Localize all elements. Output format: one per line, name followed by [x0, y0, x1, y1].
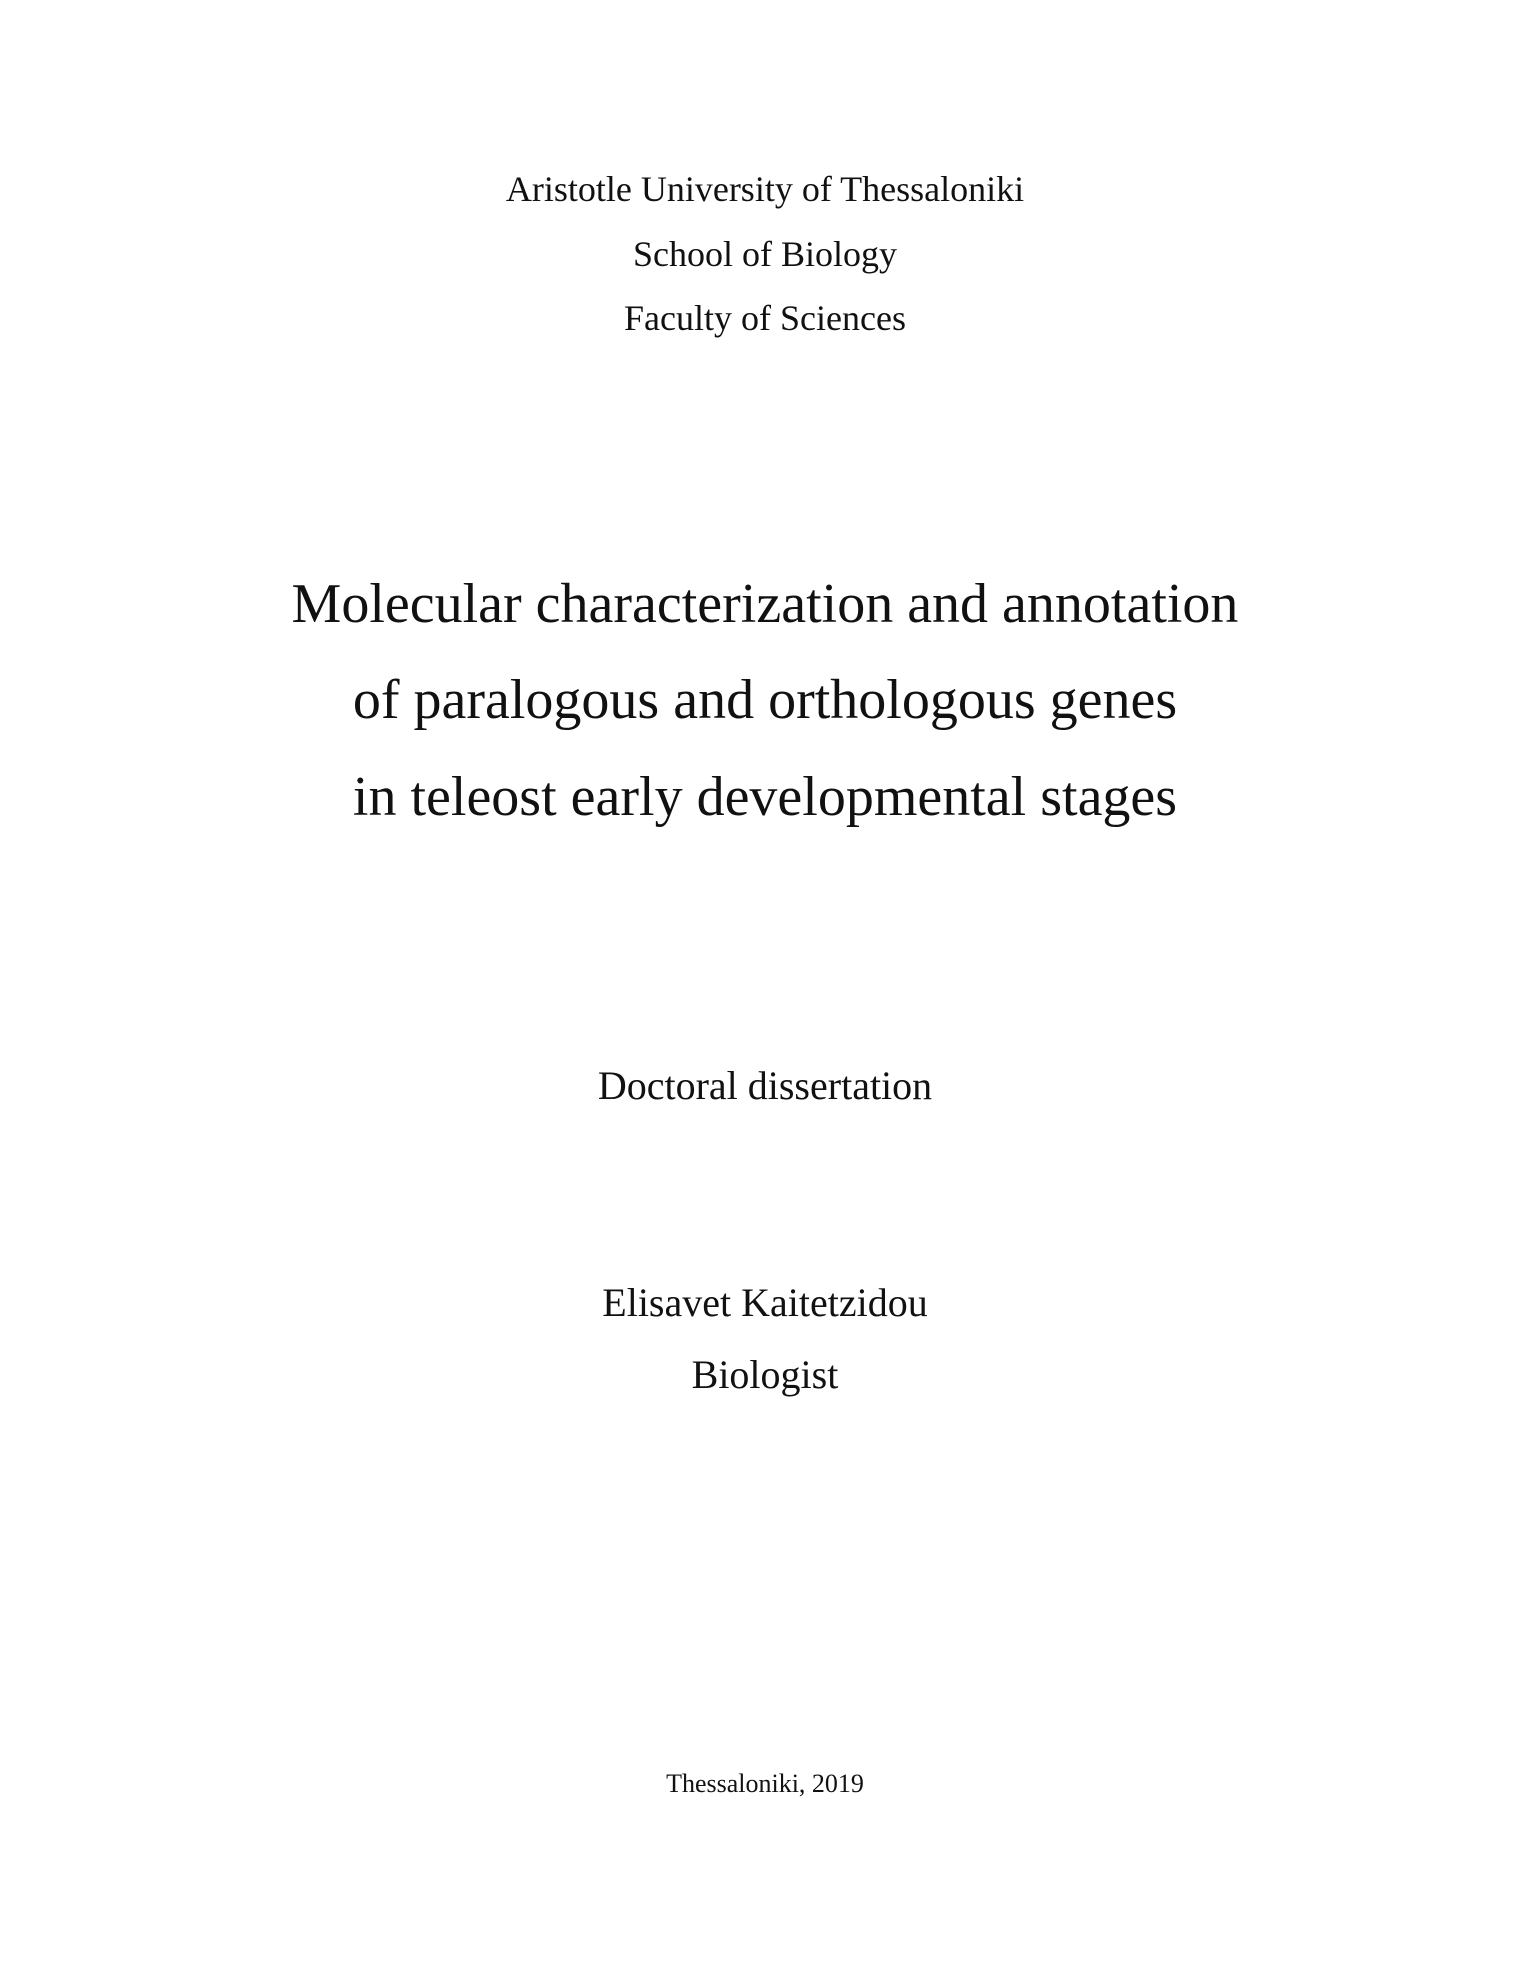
author-name: Elisavet Kaitetzidou — [602, 1280, 928, 1325]
dissertation-title-line-1: Molecular characterization and annotation — [291, 573, 1239, 635]
faculty-name: Faculty of Sciences — [624, 298, 906, 338]
school-name: School of Biology — [632, 234, 897, 274]
university-name: Aristotle University of Thessaloniki — [505, 169, 1025, 209]
place-and-year: Thessaloniki, 2019 — [666, 1769, 864, 1798]
dissertation-title-line-3: in teleost early developmental stages — [352, 766, 1178, 828]
author-role: Biologist — [691, 1352, 839, 1397]
dissertation-title-line-2: of paralogous and orthologous genes — [352, 669, 1178, 731]
document-type: Doctoral dissertation — [597, 1063, 933, 1108]
